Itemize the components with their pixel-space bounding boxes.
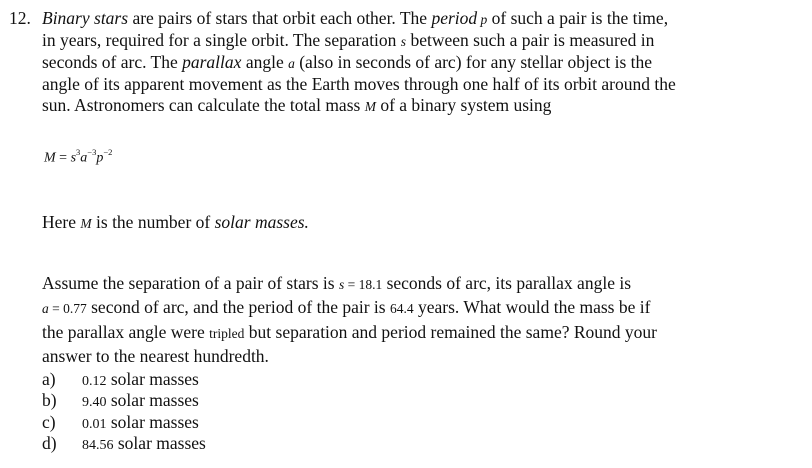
problem-line-3: the parallax angle were tripled but separation and period remained the same? Round your — [42, 321, 657, 342]
option-d[interactable] — [42, 433, 206, 454]
option-value: 0.12 — [82, 374, 107, 389]
option-letter: a) — [42, 369, 56, 389]
option-letter: c) — [42, 411, 56, 432]
mass-formula: $M = s^3a^{-3}p^{-2}$ — [44, 147, 113, 166]
option-letter: d) — [42, 432, 57, 453]
var-a: a — [288, 56, 295, 71]
problem-line-1: Assume the separation of a pair of stars is s = 18.1 seconds of arc, its parallax angle is — [42, 273, 632, 293]
problem-line-2: a = 0.77 second of arc, and the period of the pair is 64.4 years. What would the mass be if — [42, 297, 651, 318]
intro-line-3: seconds of arc. The parallax angle a (also in seconds of arc) for any stellar object is the — [42, 52, 653, 72]
question-intro — [42, 8, 804, 117]
intro-line-1: Binary stars are pairs of stars that orbit each other. The period p of such a pair is the time, — [42, 8, 669, 28]
definition-line: Here M is the number of solar masses. — [42, 212, 309, 232]
option-unit: solar masses — [106, 411, 199, 432]
option-c[interactable] — [42, 412, 206, 433]
answer-options — [42, 369, 206, 454]
option-b[interactable] — [42, 390, 206, 411]
option-letter: b) — [42, 390, 57, 411]
term-parallax: parallax — [182, 52, 242, 72]
option-unit: solar masses — [113, 432, 206, 453]
intro-line-2: in years, required for a single orbit. The separation s between such a pair is measured in — [42, 30, 655, 50]
option-value: 9.40 — [82, 395, 107, 411]
var-p: p — [477, 12, 488, 27]
option-value: 0.01 — [82, 416, 107, 432]
term-period: period — [431, 8, 478, 28]
option-a[interactable] — [42, 369, 206, 390]
problem-statement — [42, 272, 804, 368]
problem-line-4: answer to the nearest hundredth. — [42, 345, 269, 366]
term-binary-stars: Binary stars — [42, 8, 129, 28]
option-value: 84.56 — [82, 437, 114, 453]
option-unit: solar masses — [106, 369, 199, 389]
var-s: s — [400, 34, 407, 49]
option-unit: solar masses — [106, 390, 199, 411]
intro-line-4: angle of its apparent movement as the Earth moves through one half of its orbit around the — [42, 74, 676, 94]
intro-line-5: sun. Astronomers can calculate the total mass M of a binary system using — [42, 95, 552, 115]
question-number: 12. — [9, 8, 31, 28]
var-M: M — [364, 99, 376, 114]
